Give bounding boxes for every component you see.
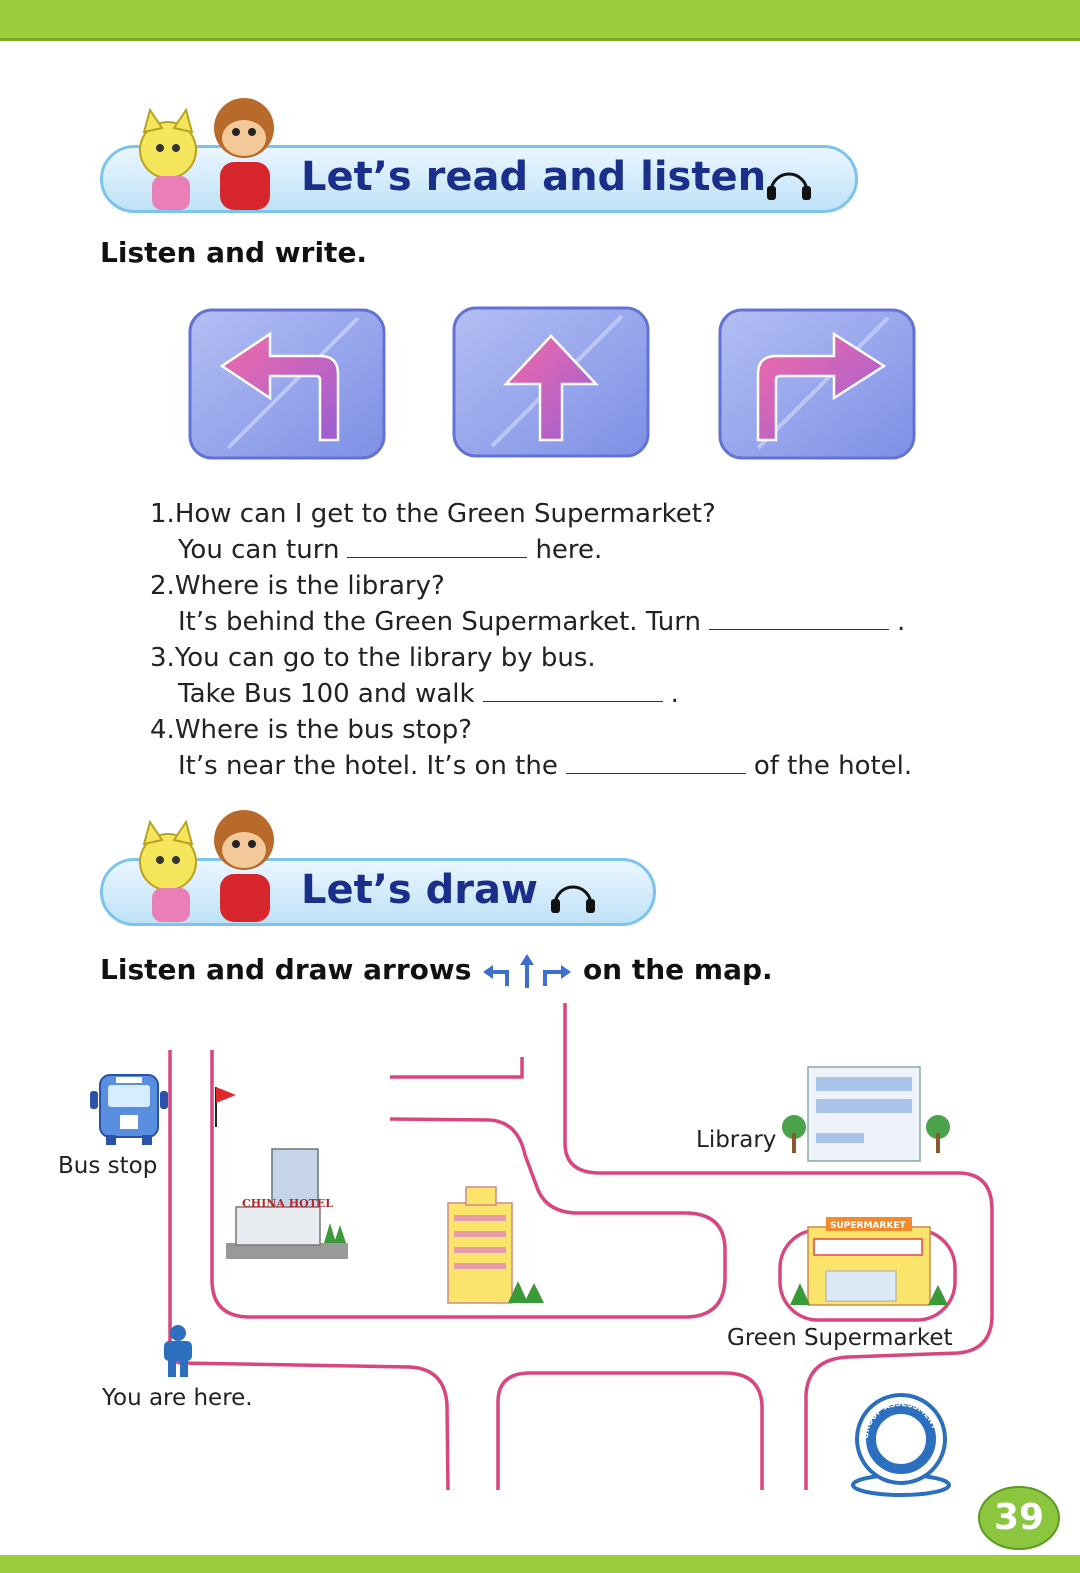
street-map xyxy=(0,995,1080,1555)
section-title-draw: Let’s draw xyxy=(301,867,538,913)
page-number-badge xyxy=(978,1485,1060,1551)
answer-blank-1[interactable] xyxy=(347,533,527,558)
supermarket-building-icon xyxy=(786,1217,952,1313)
answer-blank-3[interactable] xyxy=(483,677,663,702)
headphones-icon xyxy=(547,879,599,915)
bottom-decorative-band xyxy=(0,1555,1080,1573)
answer-1: You can turn here. xyxy=(178,535,603,565)
group-assessment-seal-icon xyxy=(846,1391,956,1501)
answer-blank-4[interactable] xyxy=(566,749,746,774)
person-icon xyxy=(152,1325,204,1377)
page-number: 39 xyxy=(993,1497,1045,1538)
instruction-draw-arrows: Listen and draw arrows on the map. xyxy=(100,952,773,990)
answer-4: It’s near the hotel. It’s on the of the hotel. xyxy=(178,751,913,781)
answer-blank-2[interactable] xyxy=(709,605,889,630)
instruction-listen-write: Listen and write. xyxy=(100,236,368,269)
flag-icon xyxy=(212,1085,240,1127)
top-decorative-band xyxy=(0,0,1080,41)
supermarket-sign: SUPERMARKET xyxy=(830,1221,906,1231)
hotel-sign: CHINA HOTEL xyxy=(242,1197,333,1210)
small-arrows-icon xyxy=(481,952,573,990)
straight-arrow-icon xyxy=(452,306,650,458)
section-title: Let’s read and listen xyxy=(301,154,767,200)
question-list xyxy=(150,496,1010,784)
cat-monkey-mascots-icon xyxy=(118,88,298,213)
seal-text: GROUP ASSESSMENT xyxy=(860,1398,940,1440)
bus-icon xyxy=(88,1073,170,1147)
supermarket-label: Green Supermarket xyxy=(727,1325,953,1351)
cat-monkey-mascots-icon xyxy=(118,800,298,925)
library-label: Library xyxy=(696,1127,777,1153)
turn-left-arrow-icon xyxy=(188,308,386,460)
bus-stop-label: Bus stop xyxy=(58,1153,158,1179)
turn-right-arrow-icon xyxy=(718,308,916,460)
tall-building-icon xyxy=(446,1185,546,1305)
you-are-here-label: You are here. xyxy=(102,1385,253,1411)
answer-2: It’s behind the Green Supermarket. Turn . xyxy=(178,607,906,637)
question-4: 4.Where is the bus stop? xyxy=(150,715,473,745)
question-3: 3.You can go to the library by bus. xyxy=(150,643,596,673)
question-2: 2.Where is the library? xyxy=(150,571,445,601)
hotel-building-icon xyxy=(226,1145,352,1261)
answer-3: Take Bus 100 and walk . xyxy=(178,679,679,709)
question-1: 1.How can I get to the Green Supermarket? xyxy=(150,499,716,529)
headphones-icon xyxy=(763,166,815,202)
library-building-icon xyxy=(780,1063,952,1167)
